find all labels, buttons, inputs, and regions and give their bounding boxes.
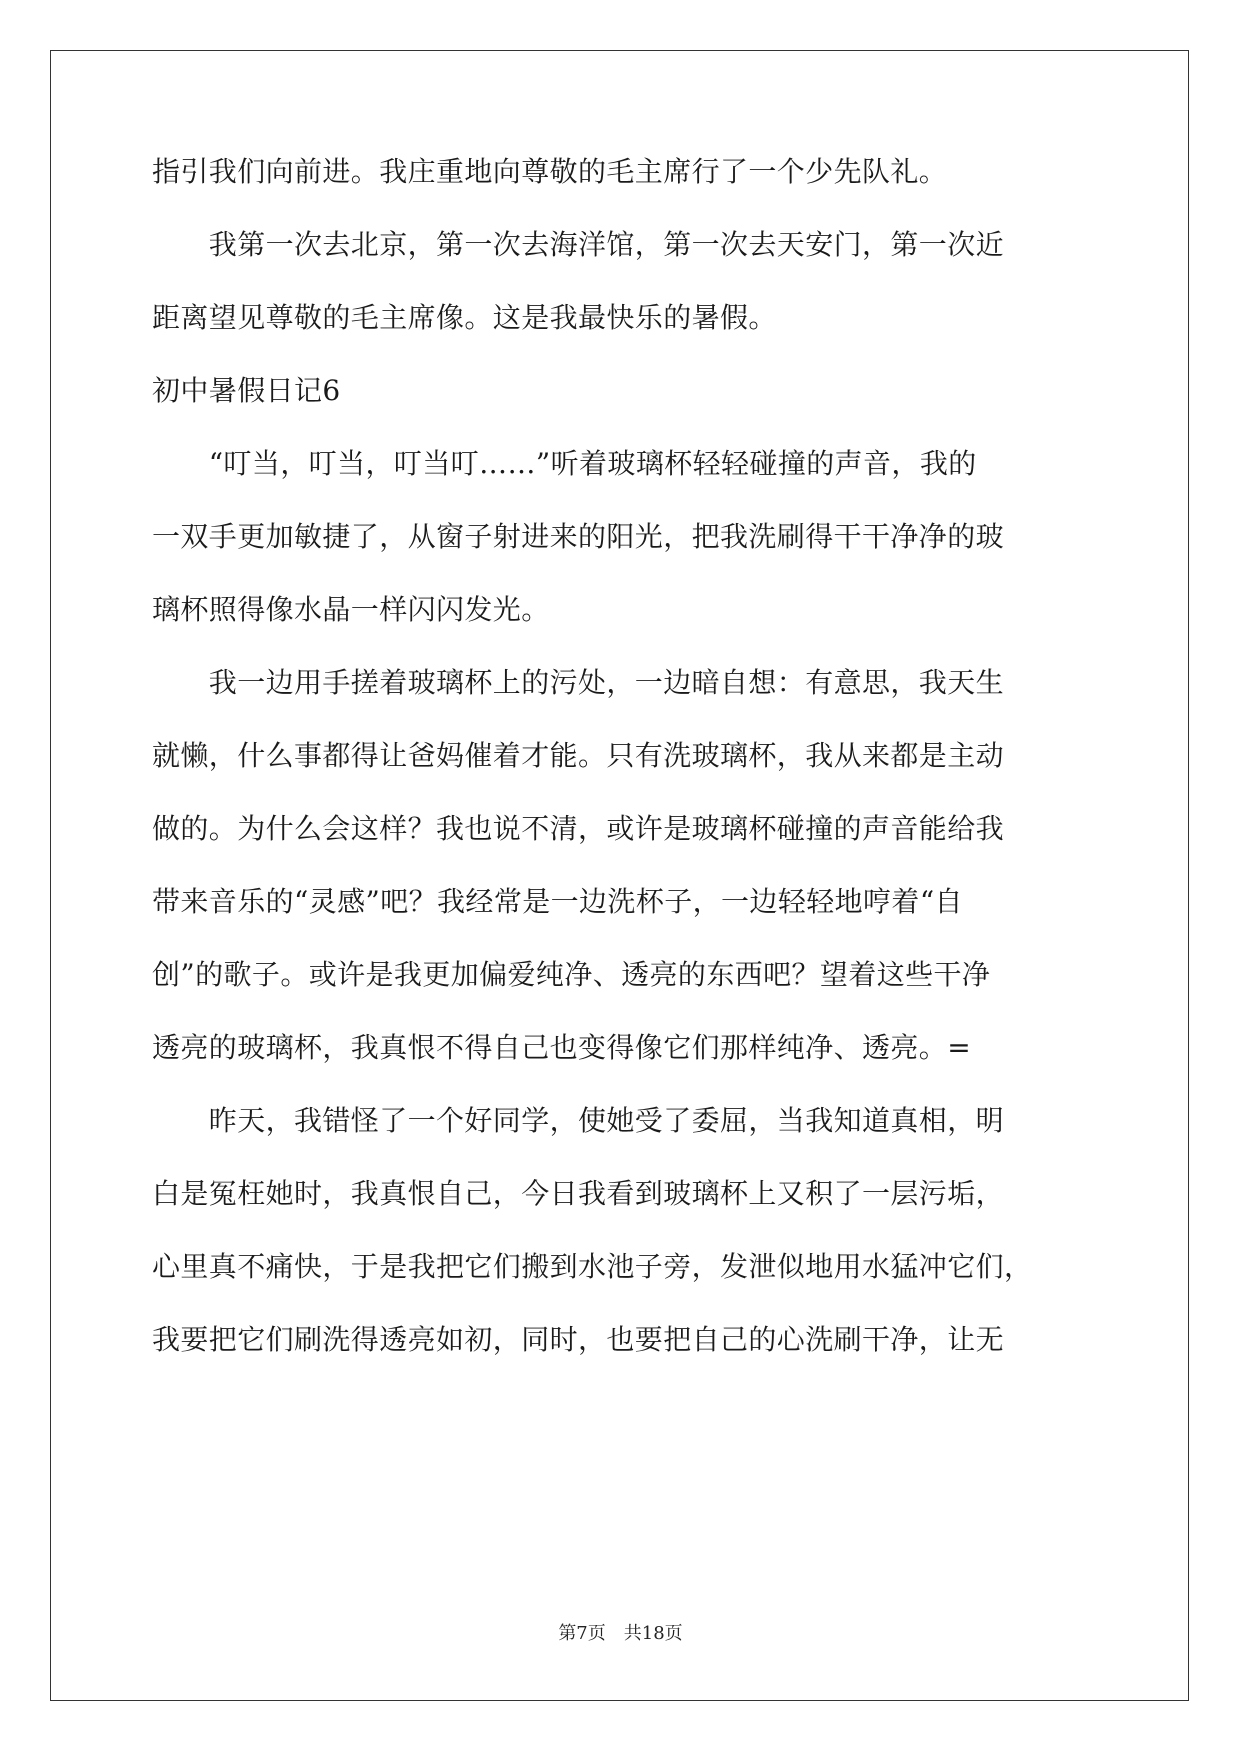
- text-line: 做的。为什么会这样？我也说不清，或许是玻璃杯碰撞的声音能给我: [152, 812, 1005, 845]
- page-number-footer: 第7页 共18页: [558, 1623, 683, 1644]
- text-line: 一双手更加敏捷了，从窗子射进来的阳光，把我洗刷得干干净净的玻: [152, 520, 1005, 553]
- text-line: 带来音乐的“灵感”吧？我经常是一边洗杯子，一边轻轻地哼着“自: [152, 885, 963, 918]
- text-line: 创”的歌子。或许是我更加偏爱纯净、透亮的东西吧？望着这些干净: [152, 958, 991, 991]
- text-line: 昨天，我错怪了一个好同学，使她受了委屈，当我知道真相，明: [152, 1104, 1005, 1137]
- text-line: “叮当，叮当，叮当叮……”听着玻璃杯轻轻碰撞的声音，我的: [152, 447, 977, 480]
- text-line: 白是冤枉她时，我真恨自己，今日我看到玻璃杯上又积了一层污垢，: [152, 1177, 1005, 1210]
- text-line: 透亮的玻璃杯，我真恨不得自己也变得像它们那样纯净、透亮。=: [152, 1031, 972, 1064]
- text-line: 距离望见尊敬的毛主席像。这是我最快乐的暑假。: [152, 301, 777, 334]
- text-line: 我要把它们刷洗得透亮如初，同时，也要把自己的心洗刷干净，让无: [152, 1323, 1005, 1356]
- text-line: 我一边用手搓着玻璃杯上的污处，一边暗自想：有意思，我天生: [152, 666, 1005, 699]
- text-line: 就懒，什么事都得让爸妈催着才能。只有洗玻璃杯，我从来都是主动: [152, 739, 1005, 772]
- text-line: 我第一次去北京，第一次去海洋馆，第一次去天安门，第一次近: [152, 228, 1005, 261]
- section-heading: 初中暑假日记6: [152, 374, 341, 407]
- text-line: 心里真不痛快，于是我把它们搬到水池子旁，发泄似地用水猛冲它们，: [152, 1250, 1033, 1283]
- text-line: 指引我们向前进。我庄重地向尊敬的毛主席行了一个少先队礼。: [152, 155, 948, 188]
- text-line: 璃杯照得像水晶一样闪闪发光。: [152, 593, 550, 626]
